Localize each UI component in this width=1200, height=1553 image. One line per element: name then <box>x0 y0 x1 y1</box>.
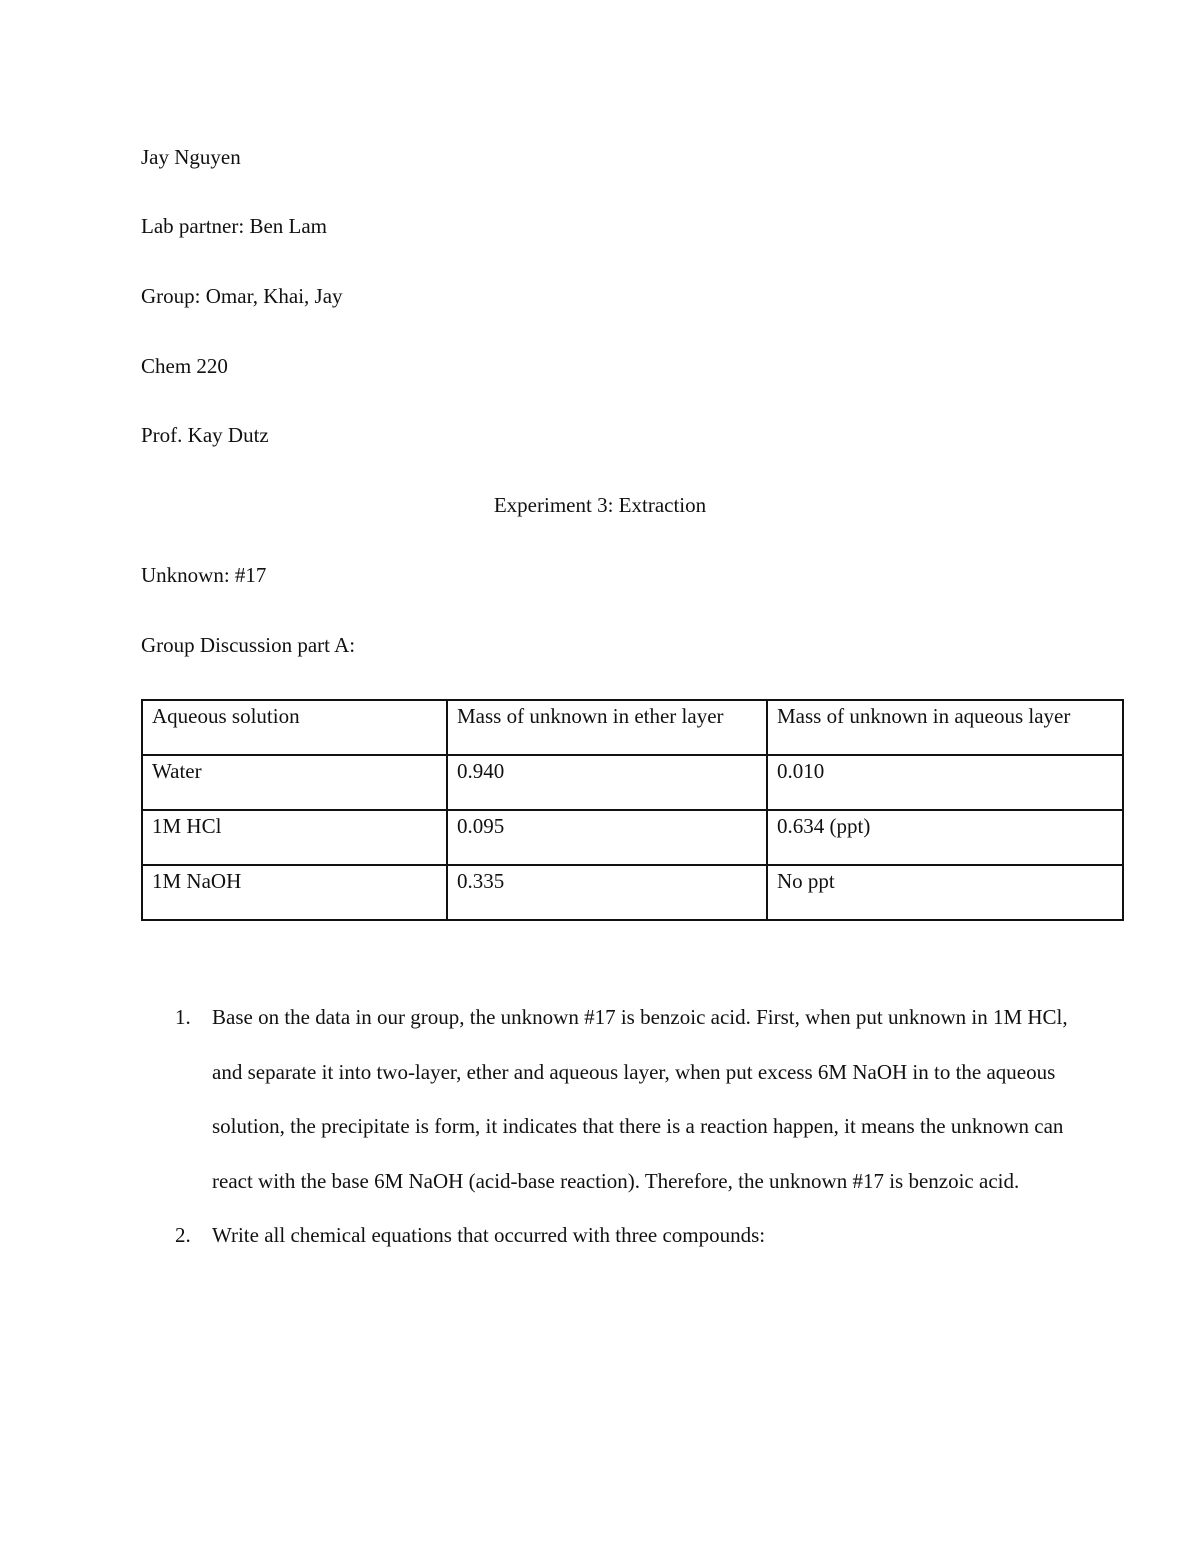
question-number: 1. <box>175 1005 191 1029</box>
question-list <box>141 990 1071 1263</box>
lab-partner: Lab partner: Ben Lam <box>141 214 328 238</box>
professor-name: Prof. Kay Dutz <box>141 423 269 447</box>
question-item <box>141 1208 1071 1263</box>
table-header-row <box>142 700 1123 755</box>
table-cell: 1M HCl <box>142 810 447 865</box>
question-number: 2. <box>175 1223 191 1247</box>
table-cell: 0.634 (ppt) <box>767 810 1123 865</box>
table-row <box>142 755 1123 810</box>
table-row <box>142 865 1123 920</box>
table-cell: 0.335 <box>447 865 767 920</box>
results-table <box>141 699 1124 921</box>
question-text: Base on the data in our group, the unknown #17 is benzoic acid. First, when put unknown in 1M HCl, and separate it into two-layer, ether and aqueous layer, when put excess 6M NaOH in to the aqueous solution, the precipitate is form, it indicates that there is a reaction happen, it means the unknown can react with the base 6M NaOH (acid-base reaction). Therefore, the unknown #17 is benzoic acid. <box>212 1005 1068 1193</box>
table-header-cell: Mass of unknown in ether layer <box>447 700 767 755</box>
table-cell: 0.010 <box>767 755 1123 810</box>
table-cell: 1M NaOH <box>142 865 447 920</box>
student-name: Jay Nguyen <box>141 145 241 169</box>
table-cell: 0.095 <box>447 810 767 865</box>
group-members: Group: Omar, Khai, Jay <box>141 284 343 308</box>
unknown-number: Unknown: #17 <box>141 563 267 587</box>
table-cell: Water <box>142 755 447 810</box>
section-heading: Group Discussion part A: <box>141 633 356 657</box>
table-row <box>142 810 1123 865</box>
table-cell: No ppt <box>767 865 1123 920</box>
table-header-cell: Mass of unknown in aqueous layer <box>767 700 1123 755</box>
document-title: Experiment 3: Extraction <box>493 493 707 517</box>
course-name: Chem 220 <box>141 354 228 378</box>
table-header-cell: Aqueous solution <box>142 700 447 755</box>
table-cell: 0.940 <box>447 755 767 810</box>
question-text: Write all chemical equations that occurred with three compounds: <box>212 1223 766 1247</box>
question-item <box>141 990 1071 1208</box>
